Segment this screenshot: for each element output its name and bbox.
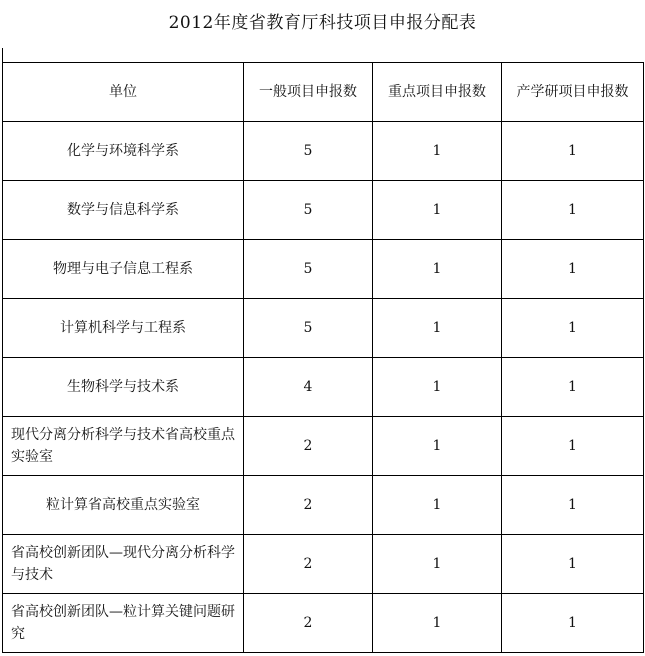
unit-cell: 粒计算省高校重点实验室: [3, 476, 244, 535]
industry-count-cell: 1: [502, 358, 644, 417]
header-row: [3, 63, 644, 122]
industry-count-cell: 1: [502, 299, 644, 358]
general-count-cell: 2: [244, 476, 373, 535]
table-row: [3, 417, 644, 476]
key-count-cell: 1: [373, 299, 502, 358]
general-count-cell: 5: [244, 122, 373, 181]
industry-count-cell: 1: [502, 417, 644, 476]
table-row: [3, 240, 644, 299]
unit-cell: 计算机科学与工程系: [3, 299, 244, 358]
unit-cell: 数学与信息科学系: [3, 181, 244, 240]
unit-cell: 现代分离分析科学与技术省高校重点实验室: [3, 417, 244, 476]
key-count-cell: 1: [373, 122, 502, 181]
key-count-cell: 1: [373, 181, 502, 240]
unit-cell: 化学与环境科学系: [3, 122, 244, 181]
table-row: [3, 476, 644, 535]
key-count-cell: 1: [373, 240, 502, 299]
header-industry-count: 产学研项目申报数: [502, 63, 644, 122]
table-row: [3, 358, 644, 417]
general-count-cell: 5: [244, 299, 373, 358]
table-row: [3, 594, 644, 653]
key-count-cell: 1: [373, 358, 502, 417]
page-title: 2012年度省教育厅科技项目申报分配表: [168, 13, 477, 33]
industry-count-cell: 1: [502, 240, 644, 299]
border-mark: [2, 48, 3, 62]
key-count-cell: 1: [373, 476, 502, 535]
unit-cell: 省高校创新团队—粒计算关键问题研究: [3, 594, 244, 653]
unit-cell: 物理与电子信息工程系: [3, 240, 244, 299]
table-row: [3, 122, 644, 181]
general-count-cell: 5: [244, 181, 373, 240]
table-row: [3, 535, 644, 594]
industry-count-cell: 1: [502, 476, 644, 535]
industry-count-cell: 1: [502, 535, 644, 594]
key-count-cell: 1: [373, 535, 502, 594]
allocation-table: [2, 62, 644, 653]
general-count-cell: 2: [244, 417, 373, 476]
unit-cell: 生物科学与技术系: [3, 358, 244, 417]
general-count-cell: 2: [244, 535, 373, 594]
industry-count-cell: 1: [502, 122, 644, 181]
header-general-count: 一般项目申报数: [244, 63, 373, 122]
header-key-count: 重点项目申报数: [373, 63, 502, 122]
table-row: [3, 181, 644, 240]
key-count-cell: 1: [373, 417, 502, 476]
unit-cell: 省高校创新团队—现代分离分析科学与技术: [3, 535, 244, 594]
industry-count-cell: 1: [502, 181, 644, 240]
general-count-cell: 4: [244, 358, 373, 417]
table-row: [3, 299, 644, 358]
general-count-cell: 5: [244, 240, 373, 299]
key-count-cell: 1: [373, 594, 502, 653]
industry-count-cell: 1: [502, 594, 644, 653]
general-count-cell: 2: [244, 594, 373, 653]
header-unit: 单位: [3, 63, 244, 122]
